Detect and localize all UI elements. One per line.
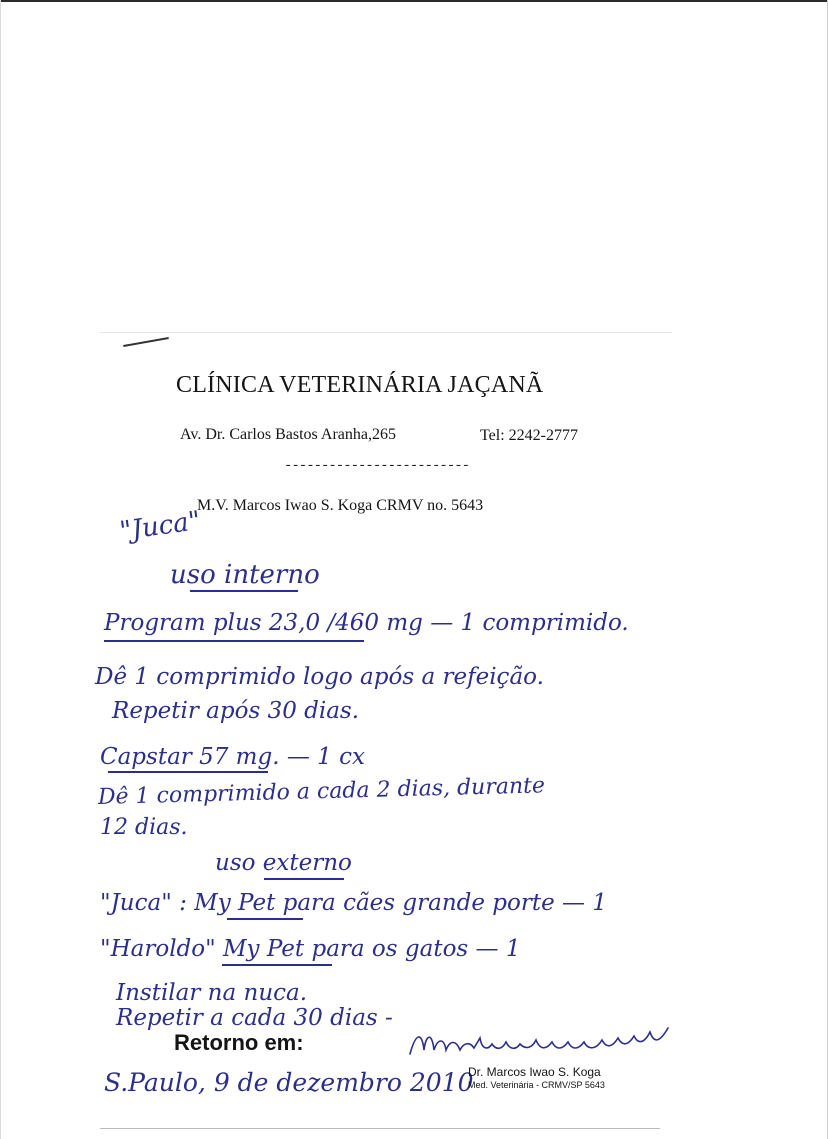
pet-name-header: "Juca" [117,505,203,547]
paper-bottom-edge [100,1128,660,1129]
prescription-date: S.Paulo, 9 de dezembro 2010 [104,1068,474,1097]
underline-ext2 [222,964,332,966]
external-medication-1: "Juca" : My Pet para cães grande porte — 1 [100,890,607,916]
underline-ext1 [227,918,303,920]
underline-med2 [108,771,268,773]
letterhead-divider: ------------------------- [284,458,470,474]
stamp-registration: Med. Veterinária - CRMV/SP 5643 [468,1080,605,1090]
medication-2-instruction-b: 12 dias. [100,815,188,840]
section-internal-use: uso interno [170,560,320,590]
underline-internal [190,590,298,592]
section-external-use: uso externo [215,850,352,876]
stamp-name: Dr. Marcos Iwao S. Koga [468,1065,601,1079]
external-instruction-b: Repetir a cada 30 dias - [116,1005,393,1031]
handwritten-signature [406,1020,674,1066]
clinic-address: Av. Dr. Carlos Bastos Aranha,265 [180,426,396,443]
scan-left-edge [0,0,1,1139]
medication-2: Capstar 57 mg. — 1 cx [100,744,365,770]
external-instruction-a: Instilar na nuca. [116,980,308,1006]
medication-2-instruction-a: Dê 1 comprimido a cada 2 dias, durante [97,773,546,810]
return-label: Retorno em: [174,1030,304,1055]
medication-1: Program plus 23,0 /460 mg — 1 comprimido. [104,610,629,636]
medication-1-instruction-b: Repetir após 30 dias. [112,698,360,724]
clinic-name: CLÍNICA VETERINÁRIA JAÇANÃ [176,372,544,398]
clinic-phone: Tel: 2242-2777 [480,427,578,444]
underline-med1 [104,640,364,642]
scan-top-edge [0,0,828,2]
veterinarian-line: M.V. Marcos Iwao S. Koga CRMV no. 5643 [197,497,484,514]
underline-external [264,878,344,880]
medication-1-instruction-a: Dê 1 comprimido logo após a refeição. [95,664,544,690]
external-medication-2: "Haroldo" My Pet para os gatos — 1 [100,936,521,962]
